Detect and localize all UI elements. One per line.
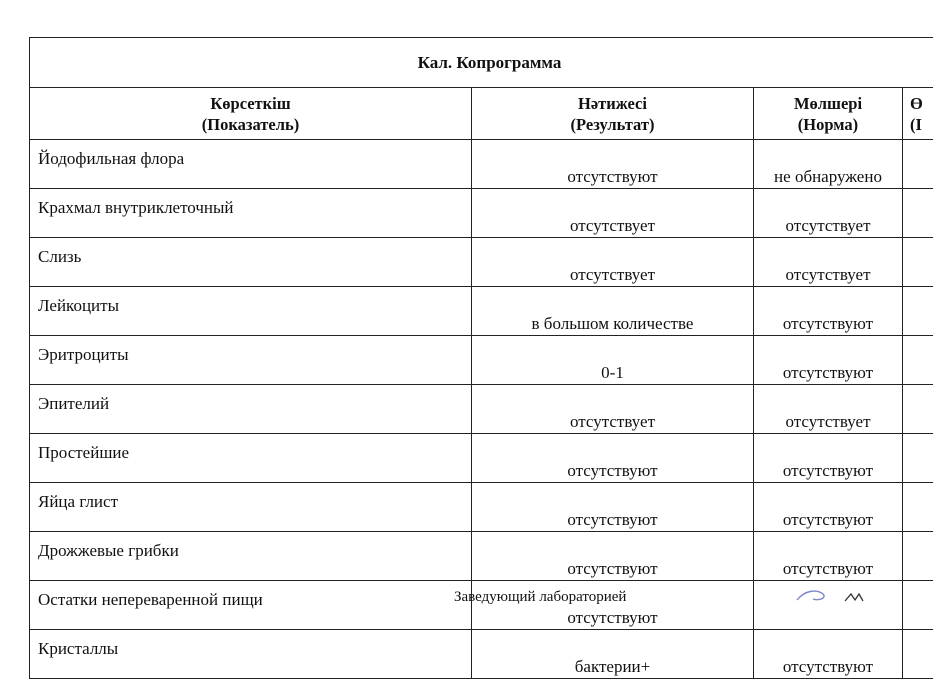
header-indicator-kz: Көрсеткіш: [30, 93, 471, 114]
row-unit: [903, 434, 933, 483]
row-indicator: Остатки непереваренной пищи: [30, 581, 472, 630]
row-result: отсутствуют: [472, 581, 754, 630]
row-result: отсутствует: [472, 238, 754, 287]
row-norm: отсутствуют: [754, 483, 903, 532]
row-result: отсутствуют: [472, 140, 754, 189]
row-norm: отсутствуют: [754, 336, 903, 385]
row-unit: [903, 336, 933, 385]
row-indicator: Кристаллы: [30, 630, 472, 679]
row-indicator: Йодофильная флора: [30, 140, 472, 189]
row-result: в большом количестве: [472, 287, 754, 336]
header-unit-kz: Ө: [910, 93, 933, 114]
row-norm: отсутствует: [754, 238, 903, 287]
header-result-ru: (Результат): [472, 114, 753, 135]
row-unit: [903, 140, 933, 189]
table-title-row: [30, 38, 933, 88]
header-norm-kz: Мөлшері: [754, 93, 902, 114]
table-row: [30, 336, 933, 385]
header-unit-ru: (І: [910, 114, 933, 135]
header-indicator: [30, 88, 472, 140]
table-row: [30, 287, 933, 336]
header-norm-ru: (Норма): [754, 114, 902, 135]
header-unit: [903, 88, 933, 140]
row-norm: отсутствует: [754, 385, 903, 434]
coprogram-table: [29, 37, 933, 679]
row-result: отсутствует: [472, 385, 754, 434]
header-result: [472, 88, 754, 140]
header-norm: [754, 88, 903, 140]
row-indicator: Дрожжевые грибки: [30, 532, 472, 581]
row-indicator: Слизь: [30, 238, 472, 287]
row-norm: отсутствуют: [754, 434, 903, 483]
row-norm: отсутствуют: [754, 532, 903, 581]
row-unit: [903, 287, 933, 336]
row-result: отсутствуют: [472, 483, 754, 532]
row-unit: [903, 532, 933, 581]
row-norm: отсутствует: [754, 189, 903, 238]
row-unit: [903, 630, 933, 679]
row-norm: отсутствуют: [754, 287, 903, 336]
row-indicator: Крахмал внутриклеточный: [30, 189, 472, 238]
row-unit: [903, 189, 933, 238]
table-row: [30, 532, 933, 581]
row-indicator: Яйца глист: [30, 483, 472, 532]
row-result: отсутствует: [472, 189, 754, 238]
row-norm: отсутствуют: [754, 630, 903, 679]
table-title: Кал. Копрограмма: [30, 38, 933, 88]
table-row: [30, 483, 933, 532]
table-row: [30, 140, 933, 189]
row-result: 0-1: [472, 336, 754, 385]
table-row: [30, 189, 933, 238]
row-unit: [903, 238, 933, 287]
header-result-kz: Нәтижесі: [472, 93, 753, 114]
table-header-row: [30, 88, 933, 140]
table-row: [30, 385, 933, 434]
table-row: [30, 434, 933, 483]
row-indicator: Лейкоциты: [30, 287, 472, 336]
row-result: отсутствуют: [472, 434, 754, 483]
row-norm: не обнаружено: [754, 140, 903, 189]
table-row: [30, 238, 933, 287]
row-result: бактерии+: [472, 630, 754, 679]
row-unit: [903, 581, 933, 630]
row-unit: [903, 385, 933, 434]
row-indicator: Эритроциты: [30, 336, 472, 385]
row-unit: [903, 483, 933, 532]
row-indicator: Эпителий: [30, 385, 472, 434]
lab-head-label: Заведующий лабораторией: [454, 589, 626, 606]
row-result: отсутствуют: [472, 532, 754, 581]
table-row: [30, 630, 933, 679]
header-indicator-ru: (Показатель): [30, 114, 471, 135]
row-indicator: Простейшие: [30, 434, 472, 483]
